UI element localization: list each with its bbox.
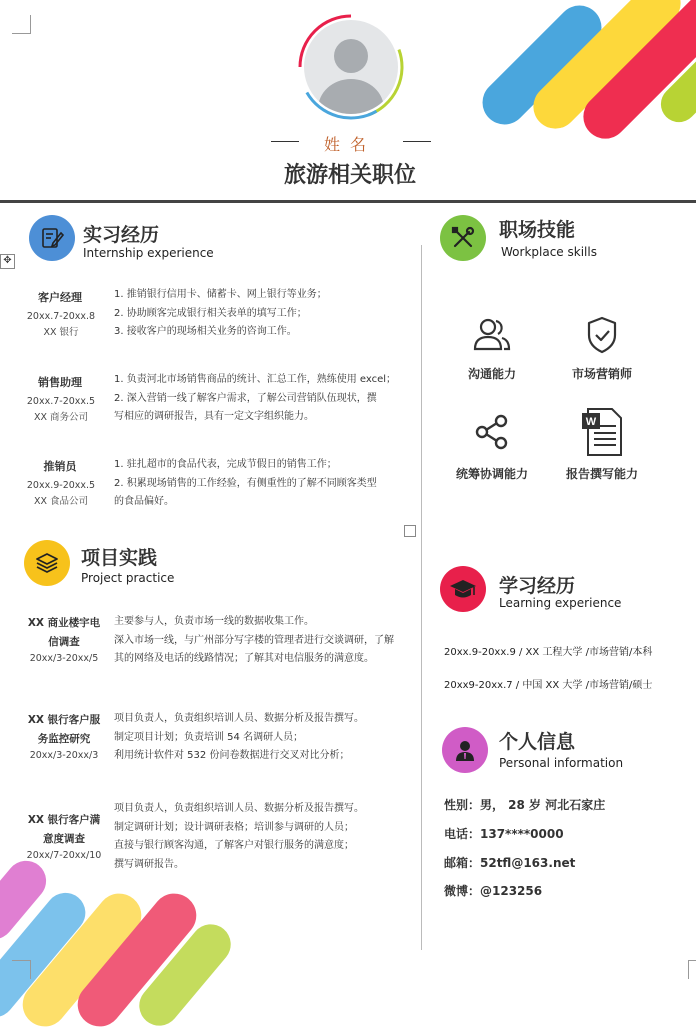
- skill-label: 沟通能力: [467, 367, 516, 381]
- personal-phone: 电话：137****0000: [444, 827, 564, 841]
- header-divider: [0, 200, 696, 203]
- education-subtitle: Learning experience: [499, 596, 622, 610]
- job-date: 20xx.7-20xx.8: [26, 311, 96, 322]
- table-resize-handle-icon[interactable]: [404, 525, 416, 537]
- personal-email: 邮箱：52tfl@163.net: [444, 856, 576, 870]
- word-document-icon: [580, 406, 626, 458]
- person-name: 姓名: [323, 135, 376, 154]
- job-role: 销售助理: [38, 376, 82, 389]
- education-line: 20xx9-20xx.7 / 中国 XX 大学 /市场营销/硕士: [444, 680, 653, 691]
- people-icon: [470, 313, 514, 357]
- personal-gender-age: 性别：男， 28 岁 河北石家庄: [444, 798, 606, 812]
- skills-title: 职场技能: [499, 219, 576, 241]
- internship-subtitle: Internship experience: [83, 246, 214, 260]
- projects-subtitle: Project practice: [81, 571, 175, 585]
- graduation-cap-icon: [440, 566, 486, 612]
- corner-mark: [12, 15, 31, 34]
- personal-title: 个人信息: [499, 731, 576, 753]
- shield-check-icon: [580, 313, 624, 357]
- avatar[interactable]: [298, 14, 404, 120]
- education-line: 20xx.9-20xx.9 / XX 工程大学 /市场营销/本科: [444, 647, 653, 658]
- project-description: 主要参与人，负责市场一线的数据收集工作。 深入市场一线，与广州部分写字楼的管理者进行交谈调研，了解 其的网络及电话的线路情况；了解其对电信服务的满意度。: [114, 616, 394, 664]
- project-title: XX 银行客户服 务监控研究: [27, 714, 101, 745]
- skill-label: 市场营销师: [571, 367, 632, 381]
- skill-label: 报告撰写能力: [565, 467, 638, 481]
- projects-title: 项目实践: [81, 547, 158, 569]
- project-title: XX 商业楼宇电 信调查: [27, 617, 101, 648]
- project-date: 20xx/3-20xx/5: [29, 653, 99, 664]
- job-title: 旅游相关职位: [283, 163, 416, 188]
- name-divider-left: [271, 141, 299, 142]
- share-nodes-icon: [470, 410, 514, 454]
- table-move-handle-icon[interactable]: ✥: [0, 254, 15, 269]
- job-description: 1. 驻扎超市的食品代表，完成节假日的销售工作； 2. 积累现场销售的工作经验，有侧重性的了解不同顾客类型 的食品偏好。: [114, 459, 377, 507]
- corner-mark: [688, 960, 696, 979]
- column-divider: [421, 245, 422, 950]
- project-date: 20xx/3-20xx/3: [29, 750, 99, 761]
- job-date: 20xx.7-20xx.5: [26, 396, 96, 407]
- job-description: 1. 负责河北市场销售商品的统计、汇总工作，熟练使用 excel； 2. 深入营销一线了解客户需求，了解公司营销队伍现状，撰 写相应的调研报告，具有一定文字组织能力。: [114, 374, 397, 422]
- personal-weibo: 微博：@123256: [444, 884, 543, 898]
- svg-text:W: W: [585, 416, 597, 428]
- internship-icon: [29, 215, 75, 261]
- job-description: 1. 推销银行信用卡、储蓄卡、网上银行等业务； 2. 协助顾客完成银行相关表单的填写工作； 3. 接收客户的现场相关业务的咨询工作。: [114, 289, 327, 337]
- skills-subtitle: Workplace skills: [501, 245, 597, 259]
- project-date: 20xx/7-20xx/10: [26, 850, 102, 861]
- tools-icon: [440, 215, 486, 261]
- layers-icon: [24, 540, 70, 586]
- job-date: 20xx.9-20xx.5: [26, 480, 96, 491]
- job-role: 推销员: [43, 460, 77, 473]
- internship-title: 实习经历: [83, 224, 160, 246]
- name-divider-right: [403, 141, 431, 142]
- education-title: 学习经历: [499, 575, 576, 597]
- job-org: XX 商务公司: [33, 412, 89, 423]
- project-description: 项目负责人，负责组织培训人员、数据分析及报告撰写。 制定调研计划；设计调研表格；培训参与调研的人员； 直接与银行顾客沟通，了解客户对银行服务的满意度； 撰写调研报告。: [114, 803, 364, 870]
- project-title: XX 银行客户满 意度调查: [27, 814, 101, 845]
- job-role: 客户经理: [38, 291, 82, 304]
- job-org: XX 食品公司: [33, 496, 89, 507]
- job-org: XX 银行: [43, 327, 79, 338]
- corner-mark: [12, 960, 31, 979]
- person-icon: [442, 727, 488, 773]
- personal-subtitle: Personal information: [499, 756, 624, 770]
- project-description: 项目负责人，负责组织培训人员、数据分析及报告撰写。 制定项目计划；负责培训 54 名调研人员； 利用统计软件对 532 份问卷数据进行交叉对比分析；: [114, 713, 364, 761]
- skill-label: 统筹协调能力: [455, 467, 528, 481]
